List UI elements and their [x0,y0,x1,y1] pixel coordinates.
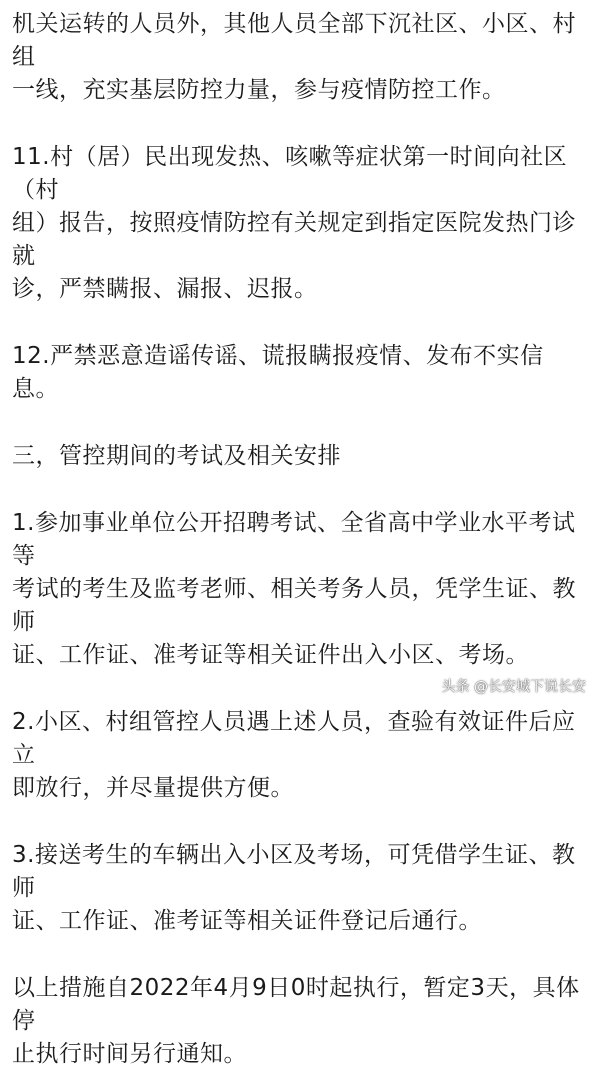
paragraph-line: 机关运转的人员外，其他人员全部下沉社区、小区、村组 [12,11,576,70]
closing-paragraph [12,972,590,1071]
paragraph-line: 11.村（居）民出现发热、咳嗽等症状第一时间向社区（村 [12,144,568,203]
paragraph-line: 12.严禁恶意造谣传谣、谎报瞒报疫情、发布不实信息。 [12,343,544,402]
paragraph-line: 2.小区、村组管控人员遇上述人员，查验有效证件后应立 [12,709,576,768]
section-3-heading [12,440,590,473]
source-watermark: 头条 @长安城下说长安 [441,679,586,695]
paragraph-line: 即放行，并尽量提供方便。 [12,775,294,801]
cut-off-text [12,0,590,5]
item-12 [12,340,590,406]
paragraph-line: 1.参加事业单位公开招聘考试、全省高中学业水平考试等 [12,510,576,569]
paragraph-line: 考试的考生及监考老师、相关考务人员，凭学生证、教师 [12,576,576,635]
section-heading: 三，管控期间的考试及相关安排 [12,443,341,469]
paragraph-line: 证、工作证、准考证等相关证件出入小区、考场。 [12,642,529,668]
item-2 [12,706,590,805]
paragraph-line: 以上措施自2022年4月9日0时起执行，暂定3天，具体停 [12,975,580,1034]
cut-off-line [12,0,590,8]
item-3 [12,839,590,938]
paragraph-intro-continued [12,8,590,107]
paragraph-line: 证、工作证、准考证等相关证件登记后通行。 [12,908,482,934]
article-body [12,0,590,1071]
paragraph-line: 止执行时间另行通知。 [12,1041,247,1067]
item-1 [12,507,590,672]
paragraph-line: 诊，严禁瞒报、漏报、迟报。 [12,276,318,302]
paragraph-line: 一线，充实基层防控力量，参与疫情防控工作。 [12,77,506,103]
paragraph-line: 3.接送考生的车辆出入小区及考场，可凭借学生证、教师 [12,842,576,901]
item-11 [12,141,590,306]
paragraph-line: 组）报告，按照疫情防控有关规定到指定医院发热门诊就 [12,210,576,269]
